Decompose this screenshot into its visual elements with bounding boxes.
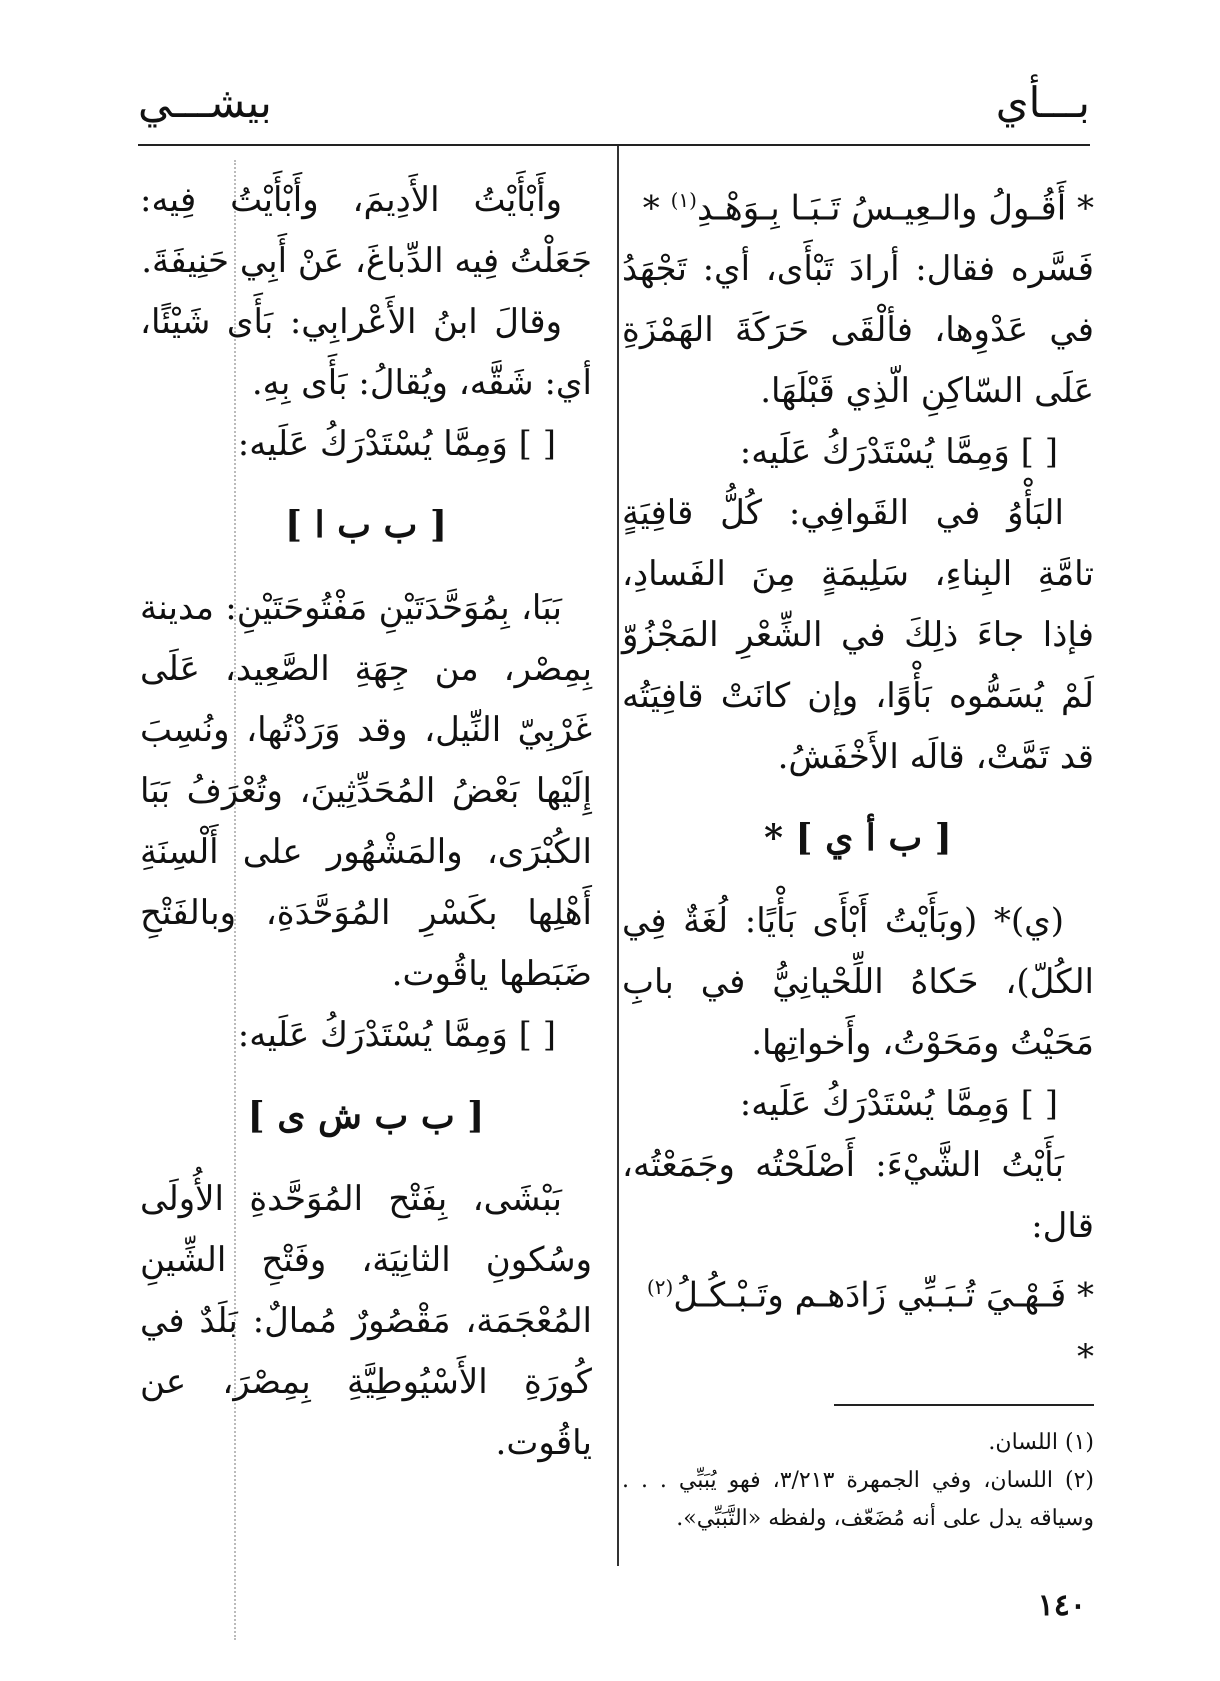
mustadrak-label: [ ] وَمِمَّا يُسْتَدْرَكُ عَلَيه:: [739, 432, 1058, 473]
verse-end: *: [1077, 1336, 1094, 1377]
footnote: (٢) اللسان، وفي الجمهرة ٣/٢١٣، فهو يُبَبِّي . . . وسياقه يدل على أنه مُضَعّف، ولفظه «التَّبَبِّي».: [622, 1467, 1094, 1531]
mustadrak-label: [ ] وَمِمَّا يُسْتَدْرَكُ عَلَيه:: [739, 1084, 1058, 1125]
running-header-left: بيشـــي: [138, 78, 272, 127]
entry-heading: [ ب أ ي ] *: [764, 817, 952, 860]
footnote-marker: (١): [670, 188, 697, 212]
verse-text: * أَقُـولُ والـعِيـسُ تَـبَـا بِـوَهْـدِ: [696, 188, 1094, 229]
left-column: [140, 170, 592, 1474]
mustadrak-label: [ ] وَمِمَّا يُسْتَدْرَكُ عَلَيه:: [237, 1015, 556, 1055]
footnote-rule: [834, 1404, 1094, 1406]
footnote-marker: (٢): [646, 1275, 674, 1300]
footnote: (١) اللسان.: [988, 1429, 1094, 1455]
entry-heading: [ ب ب ش ى ]: [247, 1095, 485, 1137]
page-number: ١٤٠: [1037, 1588, 1086, 1623]
paragraph: بَبْشَى، بِفَتْح المُوَحَّدةِ الأُولَى وسُكونِ الثانِيَة، وفَتْحِ الشِّينِ المُعْجَمَة، مَقْصُورٌ مُمالٌ: بَلَدٌ في كُورَةِ الأَسْيُوطِيَّةِ بِمِصْرَ، عن ياقُوت.: [140, 1179, 592, 1463]
verse-end: *: [642, 188, 671, 229]
header-rule: [138, 144, 1090, 146]
paragraph: بَأَيْتُ الشَّيْءَ: أَصْلَحْتُه وجَمَعْتُه، قال:: [622, 1145, 1094, 1247]
verse-text: * فَـهْـيَ تُـبَـبِّي زَادَهـم وتَـبْـكُـلُ: [673, 1275, 1094, 1316]
verse-line: [622, 1257, 1094, 1387]
column-divider: [617, 146, 619, 1566]
running-header-right: بـــأي: [995, 78, 1090, 127]
paragraph: (ي)* (وبَأَيْتُ أَبْأَى بَأْيًا: لُغَةٌ فِي الكُلّ)، حَكاهُ اللِّحْيانِيُّ في بابِ مَحَيْتُ ومَحَوْتُ، وأَخواتِها.: [622, 901, 1094, 1064]
right-column: [622, 170, 1094, 1538]
paragraph: فَسَّره فقال: أرادَ تَبْأَى، أي: تَجْهَدُ في عَدْوِها، فألْقَى حَرَكَةَ الهَمْزَةِ عَلَى السّاكِنِ الّذِي قَبْلَهَا.: [622, 249, 1094, 412]
mustadrak-label: [ ] وَمِمَّا يُسْتَدْرَكُ عَلَيه:: [237, 424, 556, 464]
entry-heading: [ ب ب ا ]: [285, 504, 447, 546]
paragraph: البَأْوُ في القَوافِي: كُلُّ قافِيَةٍ تامَّةِ البِناءِ، سَلِيمَةٍ مِنَ الفَسادِ، فإذا جاءَ ذلِكَ في الشِّعْرِ المَجْزُوّ لَمْ يُسَمُّوه بَأْوًا، وإن كانَتْ قافِيَتُه قد تَمَّتْ، قالَه الأَخْفَشُ.: [622, 493, 1094, 778]
paragraph: وأَبْأَيْتُ الأَدِيمَ، وأَبْأَيْتُ فِيه: جَعَلْتُ فِيه الدِّباغَ، عَنْ أَبِي حَنِيفَةَ.: [140, 180, 592, 281]
paragraph: بَبَا، بِمُوَحَّدَتَيْنِ مَفْتُوحَتَيْنِ: مدينة بِمِصْر، من جِهَةِ الصَّعِيد، عَلَى غَرْبِيّ النِّيل، وقد وَرَدْتُها، ونُسِبَ إِلَيْها بَعْضُ المُحَدِّثِينَ، وتُعْرَفُ بَبَا الكُبْرَى، والمَشْهُور على أَلْسِنَةِ أَهْلِها بكَسْرِ المُوَحَّدَةِ، وبالفَتْحِ ضَبَطها ياقُوت.: [140, 588, 592, 994]
paragraph: وقالَ ابنُ الأَعْرابِي: بَأَى شَيْئًا، أي: شَقَّه، ويُقالُ: بَأَى بِهِ.: [140, 302, 592, 403]
verse-line: [622, 170, 1094, 239]
